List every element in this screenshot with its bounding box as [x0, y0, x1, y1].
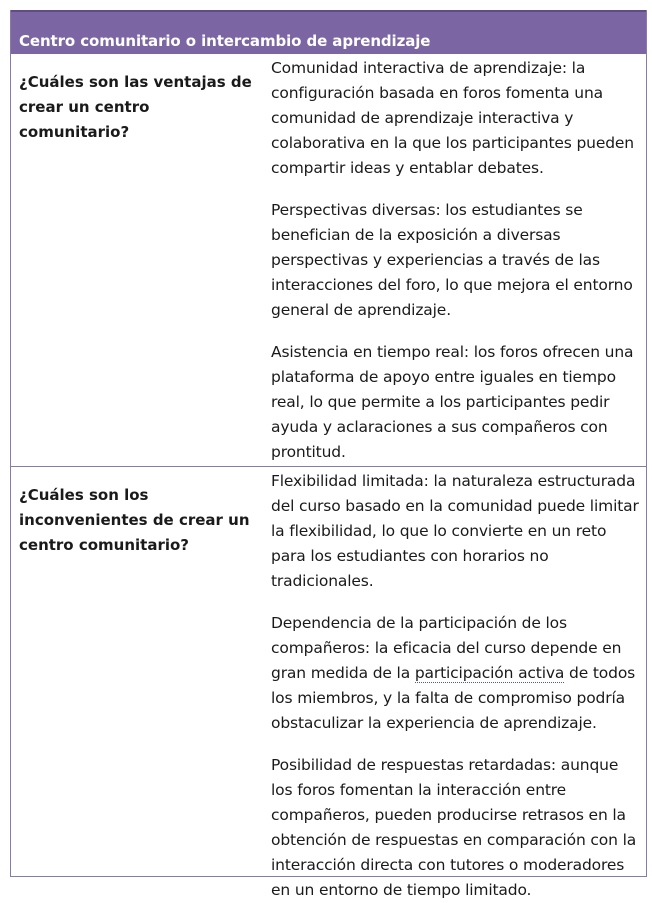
answer-paragraph: Perspectivas diversas: los estudiantes se benefician de la exposición a diversas perspectivas y experiencias a través de las interacciones del foro, lo que mejora el entorno general de aprendizaje. [271, 201, 633, 319]
paragraph-text-before: Dependencia de la participación de los compañeros: la eficacia del curso depende en gran medida de la [271, 614, 622, 682]
question-cell: ¿Cuáles son las ventajas de crear un centro comunitario? [19, 73, 252, 141]
table-header [11, 10, 646, 54]
comparison-table [10, 10, 647, 899]
answer-paragraph [271, 611, 640, 736]
table-title: Centro comunitario o intercambio de aprendizaje [19, 32, 431, 50]
question-cell: ¿Cuáles son los inconvenientes de crear un centro comunitario? [19, 486, 250, 554]
marked-phrase: participación activa [414, 664, 565, 682]
answer-cell [264, 54, 646, 466]
answer-paragraph: Flexibilidad limitada: la naturaleza estructurada del curso basado en la comunidad puede limitar la flexibilidad, lo que lo convierte en un reto para los estudiantes con horarios no tradicionales. [271, 472, 639, 590]
table-row-advantages [11, 54, 646, 466]
answer-paragraph: Asistencia en tiempo real: los foros ofrecen una plataforma de apoyo entre iguales en tiempo real, lo que permite a los participantes pedir ayuda y aclaraciones a sus compañeros con prontitud. [271, 343, 634, 461]
answer-paragraph: Comunidad interactiva de aprendizaje: la configuración basada en foros fomenta una comunidad de aprendizaje interactiva y colaborativa en la que los participantes pueden compartir ideas y entablar debates. [271, 59, 634, 177]
paragraph-text-after: de todos los miembros, y la falta de compromiso podría obstaculizar la experiencia de aprendizaje. [271, 664, 636, 732]
table-row-disadvantages [11, 466, 646, 899]
answer-cell [264, 467, 646, 899]
answer-paragraph: Posibilidad de respuestas retardadas: aunque los foros fomentan la interacción entre compañeros, pueden producirse retrasos en la obtención de respuestas en comparación con la interacción directa con tutores o moderadores en un entorno de tiempo limitado. [271, 756, 637, 899]
